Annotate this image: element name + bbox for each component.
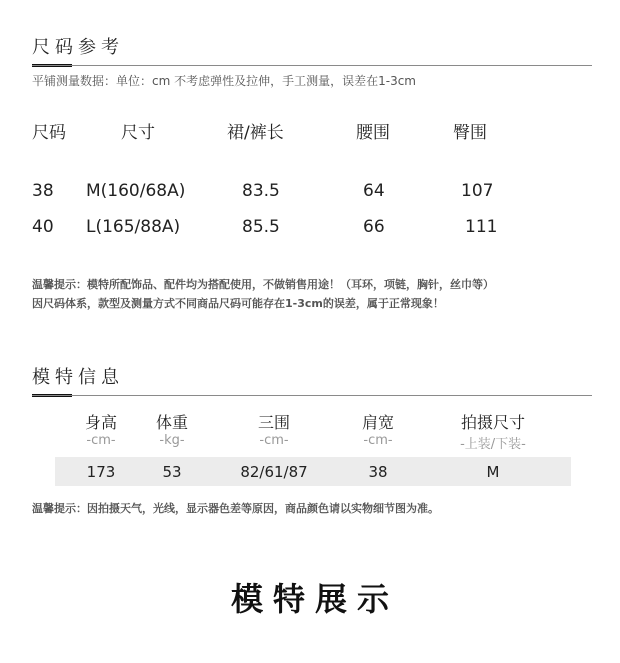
model-header-measurements: 三围 <box>257 413 290 432</box>
model-value-height: 173 <box>86 463 116 481</box>
measure-note: 平铺测量数据：单位：cm 不考虑弹性及拉伸，手工测量，误差在1-3cm <box>32 74 416 88</box>
size-row-2-waist: 66 <box>363 217 385 237</box>
size-row-2-dimension: L(165/88A) <box>86 217 181 237</box>
size-section-divider <box>32 65 592 66</box>
size-row-2-hip: 111 <box>465 217 498 237</box>
size-row-1-hip: 107 <box>461 181 494 201</box>
model-header-weight: 体重 <box>155 413 188 432</box>
size-row-1-size: 38 <box>32 181 54 201</box>
model-value-weight: 53 <box>162 463 182 481</box>
model-unit-shoulder: -cm- <box>363 433 393 448</box>
model-unit-measurements: -cm- <box>259 433 289 448</box>
model-unit-weight: -kg- <box>159 433 185 448</box>
size-header-length: 裙/裤长 <box>227 123 284 143</box>
size-row-1-waist: 64 <box>363 181 385 201</box>
model-showcase-banner: 模特展示 <box>230 580 399 618</box>
size-row-2-length: 85.5 <box>242 217 280 237</box>
model-tip: 温馨提示：因拍摄天气，光线，显示器色差等原因，商品颜色请以实物细节图为准。 <box>32 502 439 515</box>
model-value-shoulder: 38 <box>368 463 388 481</box>
size-header-waist: 腰围 <box>356 123 390 143</box>
size-row-2-size: 40 <box>32 217 54 237</box>
size-row-1-length: 83.5 <box>242 181 280 201</box>
model-section-divider <box>32 395 592 396</box>
model-value-shoot-size: M <box>486 463 500 481</box>
size-tip-line-1: 温馨提示：模特所配饰品、配件均为搭配使用，不做销售用途！（耳环，项链，胸针，丝巾等） <box>32 278 494 291</box>
size-tip-line-2: 因尺码体系，款型及测量方式不同商品尺码可能存在1-3cm的误差，属于正常现象！ <box>32 297 444 310</box>
model-header-shoulder: 肩宽 <box>361 413 394 432</box>
size-header-dimension: 尺寸 <box>121 123 155 143</box>
size-header-size: 尺码 <box>32 123 66 143</box>
model-unit-height: -cm- <box>86 433 116 448</box>
size-header-hip: 臀围 <box>453 123 487 143</box>
model-unit-shoot-size: -上装/下装- <box>460 437 526 452</box>
size-section-title: 尺码参考 <box>32 37 124 58</box>
model-header-shoot-size: 拍摄尺寸 <box>460 413 525 432</box>
model-section-title: 模特信息 <box>32 367 124 388</box>
model-header-height: 身高 <box>84 413 117 432</box>
model-value-measurements: 82/61/87 <box>240 463 308 481</box>
size-row-1-dimension: M(160/68A) <box>86 181 186 201</box>
